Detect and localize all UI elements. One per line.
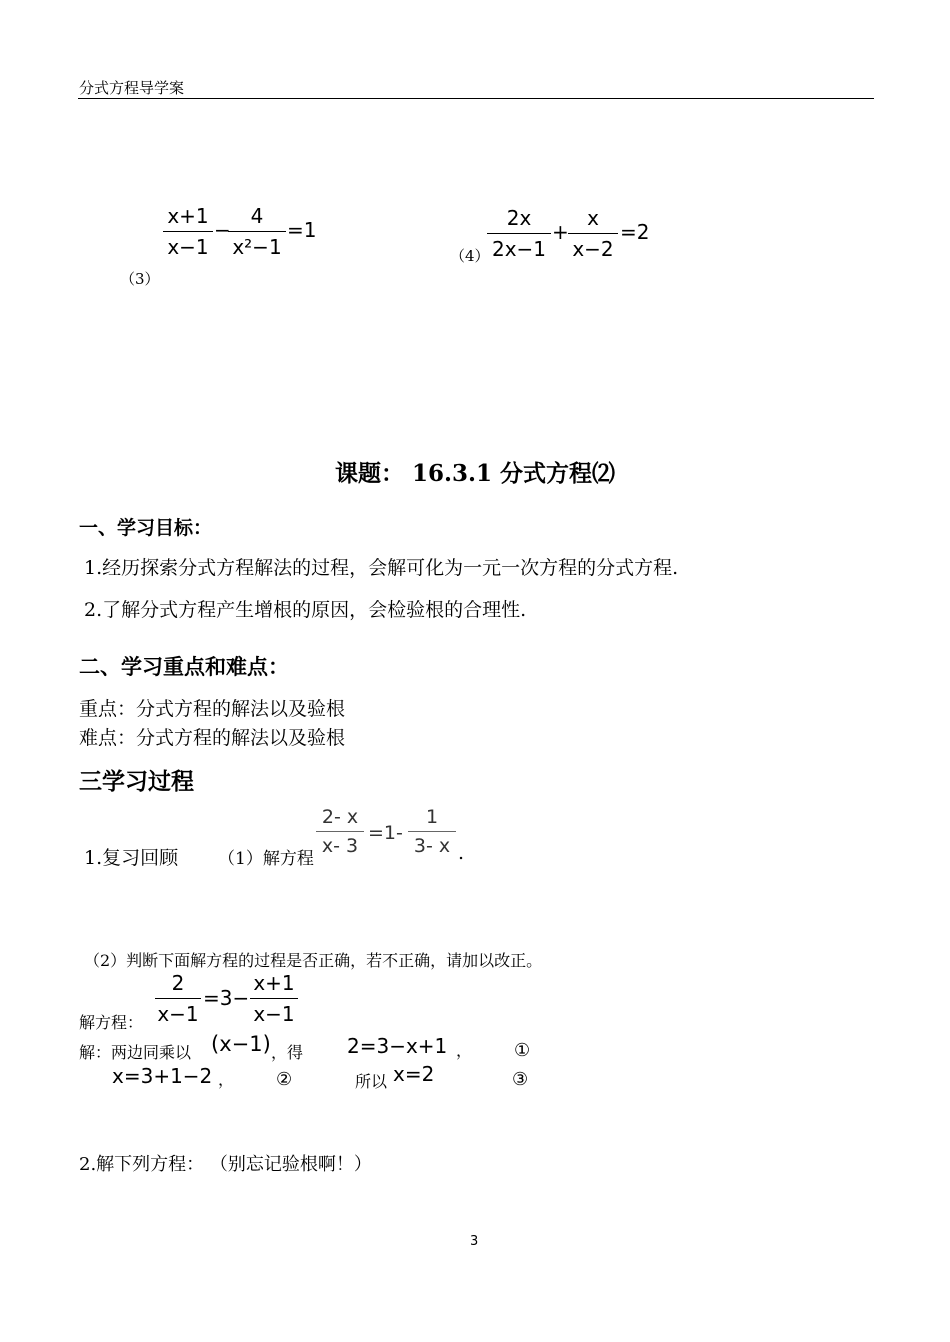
equation-3-rhs: =1 [287, 218, 317, 242]
fraction-numerator: 2- x [321, 806, 359, 828]
key-point: 重点：分式方程的解法以及验根 [79, 698, 346, 720]
step-1-comma: ， [456, 1041, 473, 1060]
step-2-marker: ② [276, 1069, 293, 1090]
review-label: 1.复习回顾 [84, 847, 179, 869]
fraction-numerator: x+1 [167, 204, 209, 228]
section-1-heading: 一、学习目标： [79, 517, 213, 539]
fraction-denominator: 3- x [413, 835, 451, 857]
step-2-equation: x=3+1−2 [112, 1064, 213, 1088]
review-equals: =1- [368, 822, 403, 844]
review-period: . [458, 842, 465, 864]
fraction-bar [408, 831, 456, 832]
fraction-denominator: x−1 [167, 235, 209, 259]
fraction-numerator: x [587, 206, 599, 230]
page-number: 3 [470, 1234, 479, 1249]
step-1-equation: 2=3−x+1 [347, 1034, 448, 1058]
equation-4-fraction-1 [487, 206, 551, 261]
fraction-numerator: 1 [425, 806, 439, 828]
judge-prompt: （2）判断下面解方程的过程是否正确，若不正确，请加以改正。 [84, 951, 543, 970]
review-part-1-label: （1）解方程 [218, 849, 314, 869]
equation-4-fraction-2 [568, 206, 618, 261]
review-fraction-2 [408, 806, 456, 857]
step-3-equation: x=2 [393, 1062, 435, 1086]
equation-4-label: （4） [450, 247, 490, 265]
fraction-bar [155, 998, 201, 999]
section-2-heading: 二、学习重点和难点： [79, 654, 289, 679]
step-3-prefix: 所以 [355, 1072, 388, 1091]
equation-4-rhs: =2 [620, 220, 650, 244]
step-1-get: ，得 [271, 1043, 304, 1062]
equation-4-plus: + [552, 220, 569, 244]
equation-3-label: （3） [120, 270, 160, 288]
section-3-heading: 三学习过程 [79, 768, 194, 795]
solve-label: 解方程： [79, 1013, 144, 1032]
objective-item-1: 1.经历探索分式方程解法的过程，会解可化为一元一次方程的分式方程. [84, 557, 679, 579]
fraction-denominator: x−2 [572, 237, 614, 261]
fraction-denominator: x- 3 [321, 835, 359, 857]
equation-3-fraction-2 [228, 204, 286, 259]
fraction-denominator: x²−1 [232, 235, 282, 259]
fraction-denominator: 2x−1 [491, 237, 547, 261]
judge-equals: =3− [203, 986, 250, 1010]
step-2-comma: ， [218, 1070, 235, 1089]
lesson-title: 课题： 16.3.1 分式方程⑵ [335, 460, 616, 487]
step-3-marker: ③ [512, 1069, 529, 1090]
equation-3-minus: − [214, 218, 231, 242]
objective-item-2: 2.了解分式方程产生增根的原因，会检验根的合理性. [84, 599, 527, 621]
judge-fraction-2 [250, 971, 298, 1026]
fraction-bar [487, 233, 551, 234]
fraction-bar [316, 831, 364, 832]
step-1-factor: (x−1) [211, 1032, 271, 1056]
task-2-heading: 2.解下列方程： （别忘记验根啊！） [79, 1154, 372, 1175]
fraction-numerator: x+1 [253, 971, 295, 995]
fraction-bar [250, 998, 298, 999]
fraction-denominator: x−1 [253, 1002, 295, 1026]
difficult-point: 难点：分式方程的解法以及验根 [79, 727, 346, 749]
review-fraction-1 [316, 806, 364, 857]
fraction-numerator: 2x [506, 206, 532, 230]
step-1-prefix: 解：两边同乘以 [79, 1043, 192, 1062]
fraction-numerator: 4 [250, 204, 264, 228]
fraction-bar [228, 231, 286, 232]
fraction-bar [568, 233, 618, 234]
header-divider [78, 98, 874, 99]
fraction-bar [163, 231, 213, 232]
fraction-numerator: 2 [171, 971, 185, 995]
fraction-denominator: x−1 [157, 1002, 199, 1026]
step-1-marker: ① [514, 1040, 531, 1061]
header-title: 分式方程导学案 [79, 79, 185, 97]
judge-fraction-1 [155, 971, 201, 1026]
equation-3-fraction-1 [163, 204, 213, 259]
